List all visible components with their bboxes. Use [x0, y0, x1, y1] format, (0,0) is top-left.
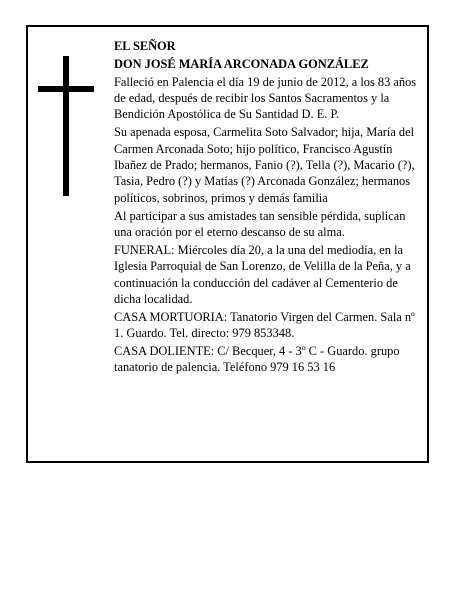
cross-icon — [38, 56, 94, 196]
prayer-request: Al participar a sus amistades tan sensible pérdida, suplican una oración por el eterno descanso de su alma. — [114, 208, 406, 240]
notice-heading: EL SEÑOR — [114, 39, 176, 53]
cross-vertical-bar — [63, 56, 69, 196]
cross-horizontal-bar — [38, 86, 94, 92]
death-announcement: Falleció en Palencia el día 19 de junio de 2012, a los 83 años de edad, después de recibir los Santos Sacramentos y la Bendición Apostólica de Su Santidad D. E. P. — [114, 74, 417, 122]
mortuary-details: CASA MORTUORIA: Tanatorio Virgen del Carmen. Sala nº 1. Guardo. Tel. directo: 979 853348. — [114, 309, 415, 341]
family-list: Su apenada esposa, Carmelita Soto Salvador; hija, María del Carmen Arconada Soto; hijo político, Francisco Agustín Ibañez de Prado; hermanos, Fanio (?), Tella (?), Macario (?), Tasia, Pedro (?) y Matías (?) Arconada González; hermanos políticos, sobrinos, primos y demás familia — [114, 125, 415, 205]
funeral-details: FUNERAL: Miércoles día 20, a la una del mediodía, en la Iglesia Parroquial de San Lorenzo, de Velilla de la Peña, y a continuación la conducción del cadáver al Cementerio de dicha localidad. — [114, 242, 411, 307]
deceased-name: DON JOSÉ MARÍA ARCONADA GONZÁLEZ — [114, 56, 369, 71]
obituary-text — [114, 38, 424, 377]
family-home-details: CASA DOLIENTE: C/ Becquer, 4 - 3º C - Guardo. grupo tanatorio de palencia. Teléfono 979 16 53 16 — [114, 344, 400, 375]
